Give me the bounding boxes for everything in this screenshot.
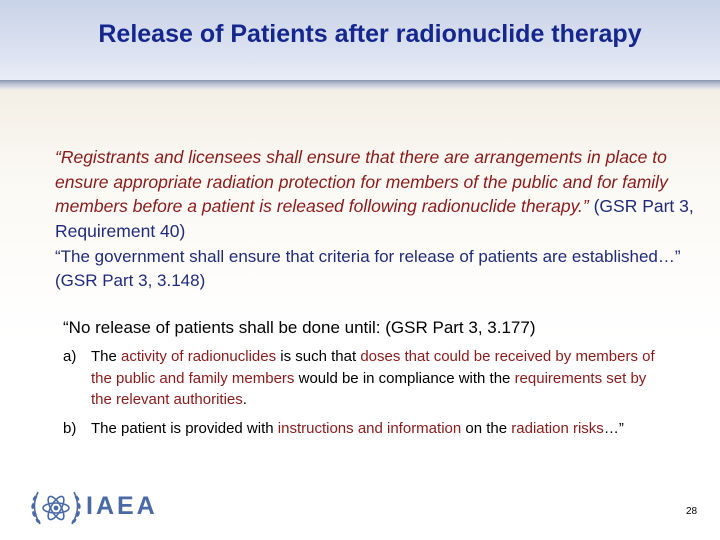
quote-requirement-40 xyxy=(55,145,705,243)
release-conditions-list xyxy=(63,346,663,439)
title-bar-shadow xyxy=(0,80,720,90)
quote-3-177-intro: “No release of patients shall be done until: (GSR Part 3, 3.177) xyxy=(63,318,536,337)
page-number: 28 xyxy=(686,506,698,517)
list-item-text: . xyxy=(242,391,247,408)
highlighted-text: activity of radionuclides xyxy=(121,348,277,365)
highlighted-text: requirements set by the relevant authorities xyxy=(91,369,647,408)
iaea-wordmark: IAEA xyxy=(86,492,158,520)
iaea-atom-laurel-icon xyxy=(28,484,84,532)
list-item xyxy=(63,418,663,440)
list-item-marker: a) xyxy=(63,348,77,365)
highlighted-text: instructions and information xyxy=(277,419,462,437)
quote-3-148: “The government shall ensure that criteria for release of patients are established…” (GSR Part 3, 3.148) xyxy=(55,247,681,290)
list-item-text: on the xyxy=(461,419,512,437)
slide-title: Release of Patients after radionuclide therapy xyxy=(98,20,642,48)
highlighted-text: doses that could be received by members of the public and family members xyxy=(91,348,655,387)
list-item-text: is such that xyxy=(276,348,361,365)
quote-requirement-40-text: “Registrants and licensees shall ensure that there are arrangements in place to ensure appropriate radiation protection for members of the public and for family members before a patient is released following radionuclide therapy.” xyxy=(55,147,668,216)
list-item xyxy=(63,346,663,411)
list-item-text: The xyxy=(91,348,122,365)
list-item-marker: b) xyxy=(63,419,77,437)
list-item-text: The patient is provided with xyxy=(91,419,278,437)
list-item-text: …” xyxy=(603,419,624,437)
list-item-text: would be in compliance with the xyxy=(294,369,515,387)
highlighted-text: radiation risks xyxy=(511,419,604,437)
quote-requirement-40-ref: (GSR Part 3, Requirement 40) xyxy=(55,196,694,241)
